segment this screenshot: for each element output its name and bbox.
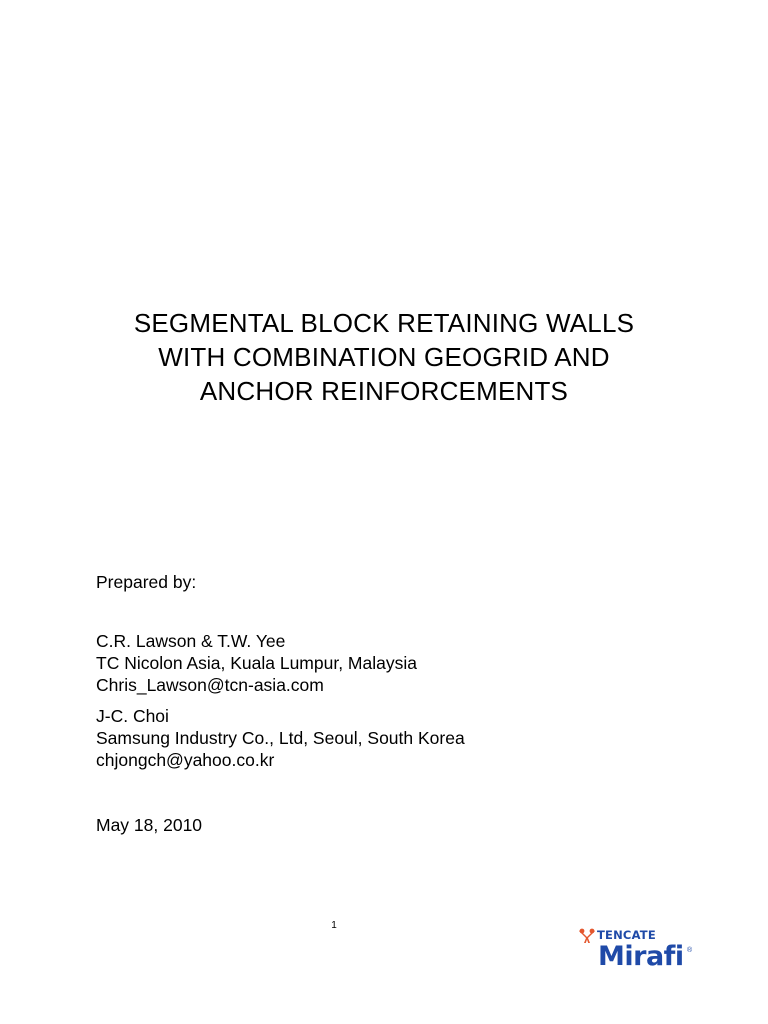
document-title [60, 306, 708, 408]
author-names: J-C. Choi [96, 706, 169, 726]
registered-mark: ® [687, 947, 693, 954]
document-date: May 18, 2010 [96, 815, 203, 835]
author-block-1 [96, 630, 417, 696]
author-email: chjongch@yahoo.co.kr [96, 750, 275, 770]
page-number: 1 [331, 920, 337, 931]
author-names: C.R. Lawson & T.W. Yee [96, 631, 286, 651]
author-organization: TC Nicolon Asia, Kuala Lumpur, Malaysia [96, 653, 417, 673]
prepared-by-label: Prepared by: [96, 572, 197, 592]
title-line-2: WITH COMBINATION GEOGRID AND [158, 342, 610, 372]
logo-product-name: Mirafi [598, 941, 684, 972]
title-line-1: SEGMENTAL BLOCK RETAINING WALLS [133, 308, 635, 338]
author-organization: Samsung Industry Co., Ltd, Seoul, South Korea [96, 728, 465, 748]
author-email: Chris_Lawson@tcn-asia.com [96, 675, 324, 695]
logo-company-name: TENCATE [597, 928, 656, 942]
tencate-emblem-icon [578, 926, 596, 944]
tencate-mirafi-logo [578, 926, 696, 978]
author-block-2 [96, 705, 465, 771]
title-line-3: ANCHOR REINFORCEMENTS [199, 376, 569, 406]
